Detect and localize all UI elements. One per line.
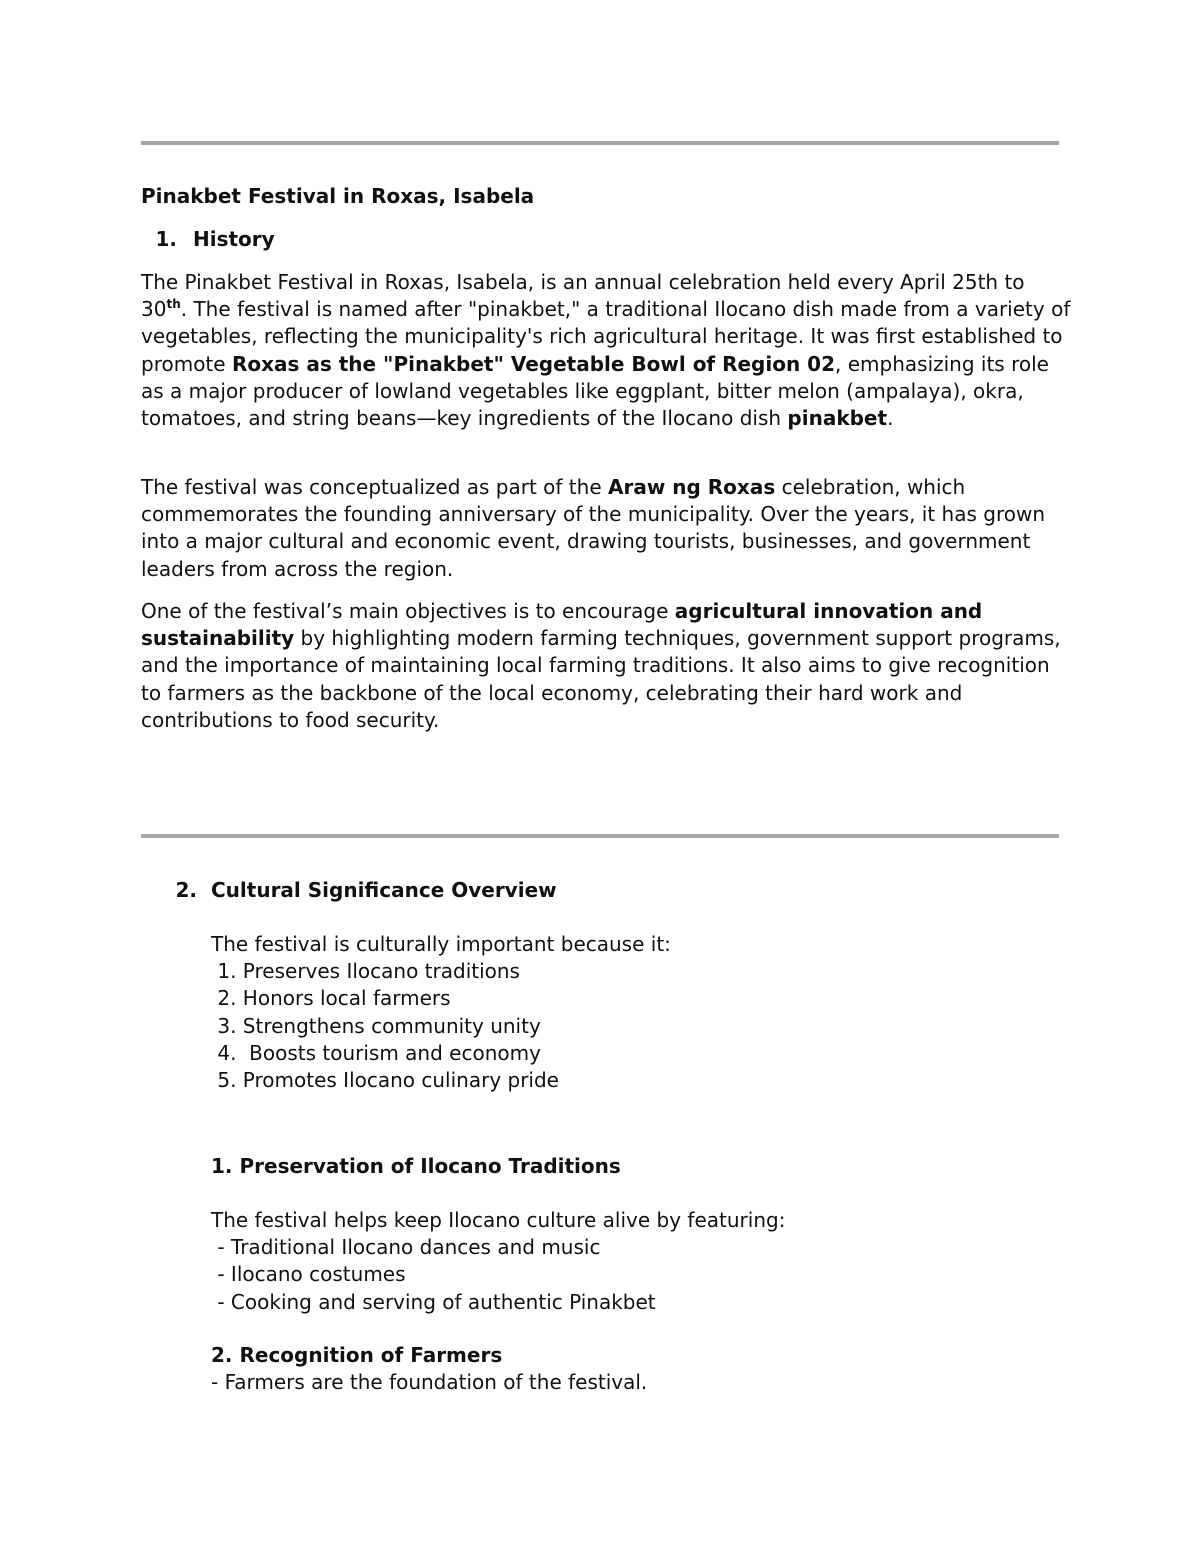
history-paragraph-1 bbox=[141, 269, 1071, 432]
middle-divider bbox=[141, 834, 1059, 838]
history-p2-text bbox=[141, 474, 1071, 583]
section-1-title: History bbox=[193, 227, 275, 251]
history-p1-text bbox=[141, 269, 1071, 432]
section-2-heading bbox=[141, 877, 1071, 904]
history-p1-bold-2: pinakbet bbox=[787, 406, 888, 431]
section-2-number: 2. bbox=[175, 878, 197, 902]
history-p3-text bbox=[141, 598, 1071, 734]
list-item: - Traditional Ilocano dances and music bbox=[211, 1235, 601, 1260]
history-paragraph-3 bbox=[141, 598, 1071, 734]
preservation-intro: The festival helps keep Ilocano culture alive by featuring: bbox=[211, 1208, 786, 1232]
section-2-heading-block bbox=[141, 877, 1071, 904]
section-1-heading-block bbox=[141, 226, 1071, 253]
history-p2-bold-1: Araw ng Roxas bbox=[607, 475, 776, 499]
history-p1-part-1: The Pinakbet Festival in Roxas, Isabela, is an annual celebration held every April 25th to 30 bbox=[141, 270, 1025, 322]
history-p2-part-1: The festival was conceptualized as part of the bbox=[141, 475, 608, 499]
history-p3-part-1: One of the festival’s main objectives is to encourage bbox=[141, 599, 675, 623]
section-1-number: 1. bbox=[155, 227, 177, 251]
list-item: 4. Boosts tourism and economy bbox=[211, 1040, 541, 1065]
section-2-title: Cultural Significance Overview bbox=[211, 878, 557, 902]
list-item: 5. Promotes Ilocano culinary pride bbox=[211, 1068, 559, 1093]
list-item: - Farmers are the foundation of the festival. bbox=[211, 1370, 648, 1395]
list-item: 3. Strengthens community unity bbox=[211, 1013, 541, 1038]
recognition-heading: 2. Recognition of Farmers bbox=[211, 1343, 503, 1367]
preservation-section bbox=[211, 1153, 1071, 1180]
list-item: - Cooking and serving of authentic Pinakbet bbox=[211, 1289, 656, 1314]
history-p1-bold-1: Roxas as the "Pinakbet" Vegetable Bowl of Region 02 bbox=[231, 351, 836, 376]
preservation-list bbox=[211, 1207, 1071, 1316]
history-p1-part-2: . The festival is named after "pinakbet," a traditional Ilocano dish made from a variety of vegetables, reflecting the municipality's rich agricultural heritage. It was first established to promote bbox=[141, 297, 1071, 376]
cultural-significance-list bbox=[211, 931, 1071, 1094]
history-p3-bold-1: agricultural innovation and sustainability bbox=[141, 599, 983, 651]
history-p1-part-3: , emphasizing its role as a major producer of lowland vegetables like eggplant, bitter melon (ampalaya), okra, tomatoes, and string beans—key ingredients of the Ilocano dish bbox=[141, 351, 1049, 431]
list-item: - Ilocano costumes bbox=[211, 1262, 406, 1287]
document-title: Pinakbet Festival in Roxas, Isabela bbox=[141, 184, 535, 208]
history-p3-part-2: by highlighting modern farming techniques, government support programs, and the importance of maintaining local farming traditions. It also aims to give recognition to farmers as the backbone of the local economy, celebrating their hard work and contributions to food security. bbox=[141, 626, 1061, 732]
document-title-block bbox=[141, 183, 1071, 210]
top-divider bbox=[141, 141, 1059, 145]
cultural-intro: The festival is culturally important because it: bbox=[211, 932, 671, 956]
list-item: 1. Preserves Ilocano traditions bbox=[211, 959, 520, 984]
preservation-heading: 1. Preservation of Ilocano Traditions bbox=[211, 1154, 621, 1178]
list-item: 2. Honors local farmers bbox=[211, 986, 451, 1011]
section-1-heading bbox=[141, 226, 1071, 253]
history-p1-superscript: th bbox=[166, 297, 181, 312]
recognition-section bbox=[211, 1342, 1071, 1396]
history-p1-part-4: . bbox=[887, 406, 894, 431]
history-p2-part-2: celebration, which commemorates the founding anniversary of the municipality. Over the years, it has grown into a major cultural and economic event, drawing tourists, businesses, and government leaders from across the region. bbox=[141, 475, 1046, 581]
history-paragraph-2 bbox=[141, 474, 1071, 583]
